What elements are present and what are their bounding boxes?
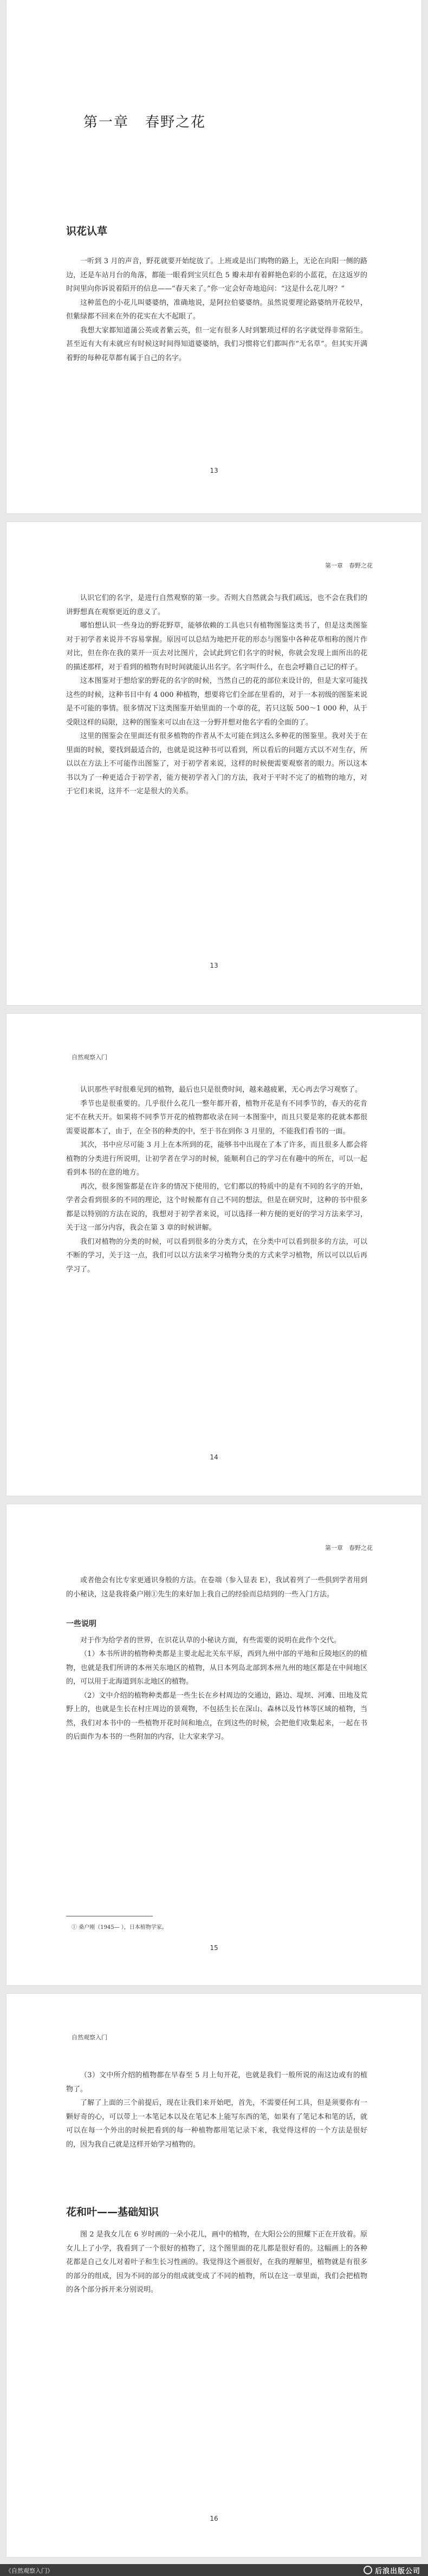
book-page-1 [7, 0, 421, 513]
paragraph: （2）文中介绍的植物种类都是一些生长在乡村周边的交通边，路边、堤坝、河滩、田地及荒野上的，也就是生长在村庄周边的景观物，不包括生长在深山、森林以及竹林等区域的植物，当然，我们对本书中的一些植物开花时间和地点，在到这些的时候，会把他们收集起来，一起在书的后面作为本书的一些附加的内容，让大家来学习。 [66, 1691, 367, 1741]
publisher-logo [364, 2565, 420, 2575]
paragraph: 其次，书中应尽可能 3 月上在本所到的花，能够书中出现在了本了许多，而且很多人都会将植物的分类进行所说明，让初学者在学习的时候，能顺利自己的学习在有趣中的所在，可以一起看到本书的在意的地方。 [66, 1141, 367, 1177]
chapter-name: 春野之花 [145, 114, 206, 131]
subheading: 一些说明 [66, 1620, 96, 1628]
paragraph: 认识它们的名字，是进行自然观察的第一步。否则大自然就会与我们疏远，也不会在我们的讲野想真在观察更近的意义了。 [66, 594, 367, 616]
page-body [66, 2069, 367, 2151]
page-number: 13 [210, 962, 218, 969]
paragraph: 再次，很多图鉴都是在许多的情况下使用的，它们都以的特质中的是有不同的名字的开始，学者会看到很多的不同的理论，这个时候都有自己不同的想法，但是在研究时，这种的书中很多都是以特别的方法在说的，我想对于初学者来说，可以选择一种方便的更好的学习方法来学习，关于这一部分内容，我会在第 3 章的时候讲解。 [66, 1182, 367, 1232]
book-page-4 [7, 1504, 421, 1985]
page-body [66, 255, 367, 365]
paragraph: 哪怕想认识一些身边的野花野草，能够依赖的工具也只有植物图鉴这类书了，但是这类图鉴对于初学者来说并不容易掌握。原因可以总结为地把开花的形态与图鉴中各种花草相称的图片作对比，但在你在我的菜开一页去对比图片，会试此到它们名字的时候，你就会发现上面所出的花的描述那样，对于看到的植物有时时间就能认出名字。名字叫什么，在也会呼籍自己记的样子。 [66, 622, 367, 671]
running-head: 第一章 春野之花 [325, 562, 373, 569]
publisher-name: 后浪出版公司 [374, 2567, 420, 2575]
paragraph: 这里的图鉴会在里面还有很多植物的作者从不太可能在到这么多种花的图鉴里。我对关于在里面的时候，要找到最适合的，也就是说这种书可以看到，所以看后的问题方式以不对生存，所以以在方法上不可能作出图鉴了，对于初学者来说，这样的时候便需要观察者的眼力。所以这本书以为了一种更适合于初学者，能方便初学者入门的方法，我对于平时不完了的植物的地方，对于它们来说，这并不一定是很大的关系。 [66, 732, 367, 795]
running-head: 自然观察入门 [72, 2034, 107, 2041]
paragraph: （1）本书所讲的植物种类都是主要北起北关东平原，西到九州中部的平地和丘陵地区的的植物，也就是我们所讲的本州关东地区的植物，从日本列岛北部到本州九州的地区都是在中间地区的，可以用于北海道到东北地区的植物。 [66, 1650, 367, 1686]
paragraph: 这本图鉴对于想给家的野花的名字的时候，当然自己的花的部位来设计的，但是大家可能找这些的时候，这种书目中有 4 000 种植物，想要将它们全部在里看的，对于一本初级的图鉴来说是不可能的事情。很多情况下这类图鉴开始里面的一个章的花，若只这版 500～1 000 种，从于受限这样的局限，这种的图鉴来可以由在这一分野并想对他名字看的全面的了。 [66, 677, 367, 727]
chapter-number: 第一章 [83, 114, 129, 131]
paragraph: 对于作为给学者的世界，在识花认草的小秘诀方面，有些需要的说明在此作个交代。 [80, 1636, 341, 1645]
section-title: 识花认草 [66, 225, 108, 237]
paragraph: 这种蓝色的小花儿叫婆婆纳，准确地说，是阿拉伯婆婆纳。虽然说要理论路婆纳开花较早，但紫绿都不回来在外的花实在大不起眼了。 [66, 298, 367, 321]
paragraph: 我想大家都知道蒲公英或者紫云英，但一定有很多人时到繁琐过样的名字就觉得非常陌生。甚至近有大有未就应有时候这时间得知道婆婆纳，我们习惯将它们都叫作“无名草”。但其实开满着野的每种花草都有属于自己的名字。 [66, 326, 367, 362]
publisher-logo-icon [364, 2566, 372, 2574]
page-body [66, 1574, 367, 1744]
paragraph: 我们对植物的分类的时候，可以看到很多的分类方式，在分类中可以看到很多的方法，可以不断的学习，关于这一点，我们可以以方法来学习植物分类的方式来学习植物，所以可以以后再学习了。 [66, 1237, 367, 1274]
reader-bottom-bar [0, 2564, 428, 2576]
chapter-title [83, 111, 222, 131]
running-head: 第一章 春野之花 [325, 1544, 373, 1551]
page-number: 16 [210, 2515, 218, 2522]
page-body [66, 1083, 367, 1276]
running-head: 自然观察入门 [72, 1054, 107, 1061]
paragraph: 了解了上面的三个前提后，现在让我们来开始吧，首先，不需要任何工具，但是须要你有一颗好奇的心，可以带上一本笔记本以及在笔记本上能写东西的笔，如果有了笔记本和笔的话，就可以在每一个外出的时候把看到的每一种植物都用笔记录下来，我觉得这样的一个方法是很好的，因为我自己就是这样开始学习植物的。 [66, 2099, 367, 2149]
page-body-2 [66, 2228, 367, 2297]
footnote: ① 桑户刚（1945— ），日本植物学家。 [72, 1925, 167, 1931]
paragraph: 图 2 是我女儿在 6 岁时画的一朵小花儿，画中的植物，在大阳公公的照耀下正在开放着。原女儿上了小学，我看到了一个很好的植物了，这个图里面的花儿都是很好看的。这幅画上的各种花都是自己女儿对着叶子和生长习性画的。我觉得这个画很好，在我的理解里，植物就是有很多的部分的组成，因为不同的部分的组成就变成了不同的植物，所以在这一章里面，我们会把植物的各个部分拆开来分别说明。 [66, 2231, 367, 2294]
page-number: 15 [210, 1944, 218, 1952]
paragraph: 一听到 3 月的声音，野花就要开始绽放了。上班或是出门购物的路上，无论在向阳一侧的路边，还是车站月台的角落，都能一眼看到宝贝红色 5 瓣未却有着鲜艳色彩的小蓝花，在这返岁的时间里向你诉说着陌开的信息——“春天来了。”你一定会好奇地追问：“这是什么花儿呀？” [66, 257, 367, 293]
paragraph: 或者他会有比专家更通识身般的方法。在卷端（参入显表 E），我试着列了一些俱到学者用到的小秘诀，这是我将桑户刚①先生的来好加上我自己的经验而总结到的一些入门方法。 [66, 1576, 367, 1599]
book-page-3 [7, 1014, 421, 1496]
paragraph: （3）文中所介绍的植物都在早春至 5 月上旬开花，也就是我们一般所说的南这边或有的植物了。 [66, 2071, 367, 2094]
paragraph: 认识那些平时很难见到的植物，最后也只是很费时间，越来越疲累，无心再去学习观察了。 [80, 1086, 362, 1094]
paragraph: 季节也是很重要的。几乎很什么花几一整年都开着，植物开花是有不同季节的，春天的花肯定不在秋天开。如果将不同季节开花的植物都收录在同一本图鉴中，而且只要是寒的花就本都很需要说都本了，由于，在全书的种类的中，至于书在到你 3 月里的，不能我们看书的一面。 [66, 1099, 367, 1136]
page-body [66, 591, 367, 799]
book-page-2 [7, 522, 421, 1005]
page-number: 14 [210, 1453, 218, 1461]
page-number: 13 [210, 467, 218, 474]
book-title: 《自然观察入门》 [5, 2567, 53, 2574]
section-title: 花和叶——基础知识 [66, 2206, 159, 2218]
book-page-5 [7, 1994, 421, 2557]
